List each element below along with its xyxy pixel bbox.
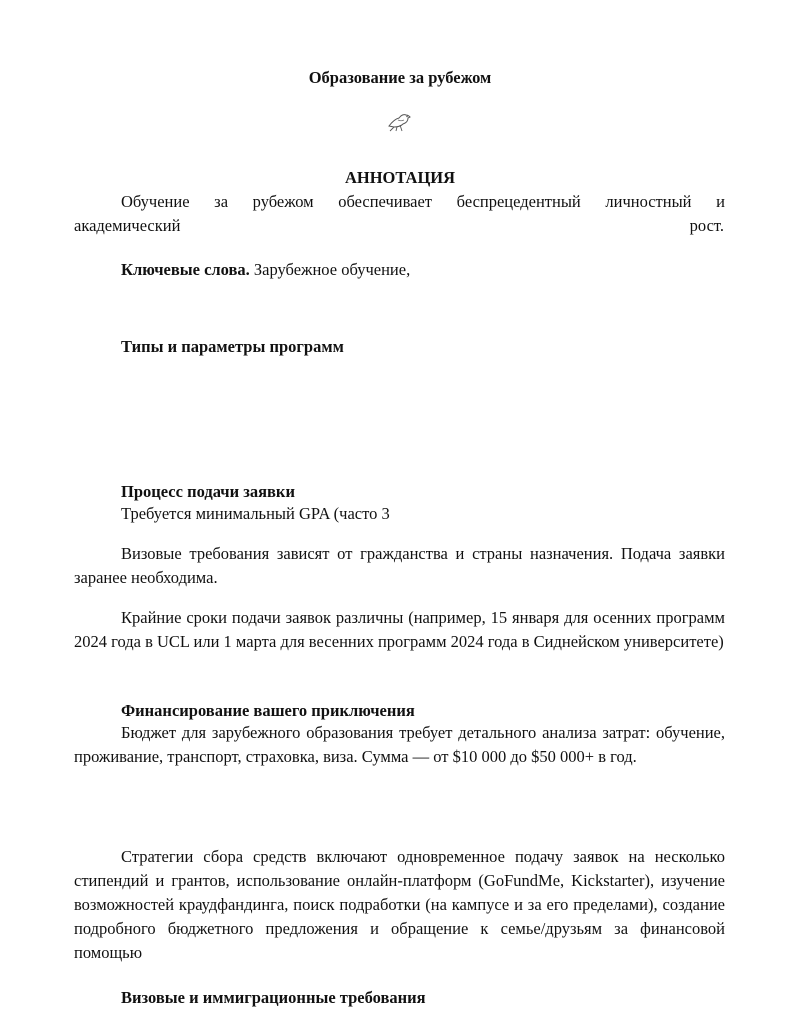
abstract-line-2-right: рост.: [689, 216, 724, 235]
abstract-line-2-left: академический: [74, 216, 181, 235]
strategies-paragraph: Стратегии сбора средств включают одновременное подачу заявок на несколько стипендий и грантов, использование онлайн-платформ (GoFundMe, Kickstarter), изучение возможностей краудфандинга, поиск подработки (на кампусе и за его пределами), создание подробного бюджетного предложения и обращение к семье/друзьям за финансовой помощью: [74, 847, 725, 962]
budget-paragraph: Бюджет для зарубежного образования требует детального анализа затрат: обучение, проживание, транспорт, страховка, виза. Сумма — от $10 000 до $50 000+ в год.: [74, 723, 725, 766]
abstract-line-1: Обучение за рубежом обеспечивает беспрецедентный личностный и: [121, 192, 725, 211]
keywords-line: [121, 258, 410, 282]
section-heading-application: Процесс подачи заявки: [121, 482, 295, 501]
section-heading-visa: Визовые и иммиграционные требования: [121, 988, 426, 1007]
deadlines-paragraph: Крайние сроки подачи заявок различны (например, 15 января для осенних программ 2024 года в UCL или 1 марта для весенних программ 2024 года в Сиднейском университете): [74, 608, 725, 651]
bird-icon: [386, 110, 414, 134]
visa-paragraph: Визовые требования зависят от гражданства и страны назначения. Подача заявки заранее необходима.: [74, 544, 725, 587]
section-heading-program-types: Типы и параметры программ: [121, 337, 344, 356]
gpa-requirement-text: Требуется минимальный GPA (часто 3: [121, 504, 390, 523]
document-title: Образование за рубежом: [308, 68, 492, 87]
abstract-heading: АННОТАЦИЯ: [344, 168, 456, 187]
section-heading-funding: Финансирование вашего приключения: [121, 701, 415, 720]
keywords-text: Зарубежное обучение,: [249, 260, 411, 279]
keywords-label: Ключевые слова.: [121, 260, 250, 279]
